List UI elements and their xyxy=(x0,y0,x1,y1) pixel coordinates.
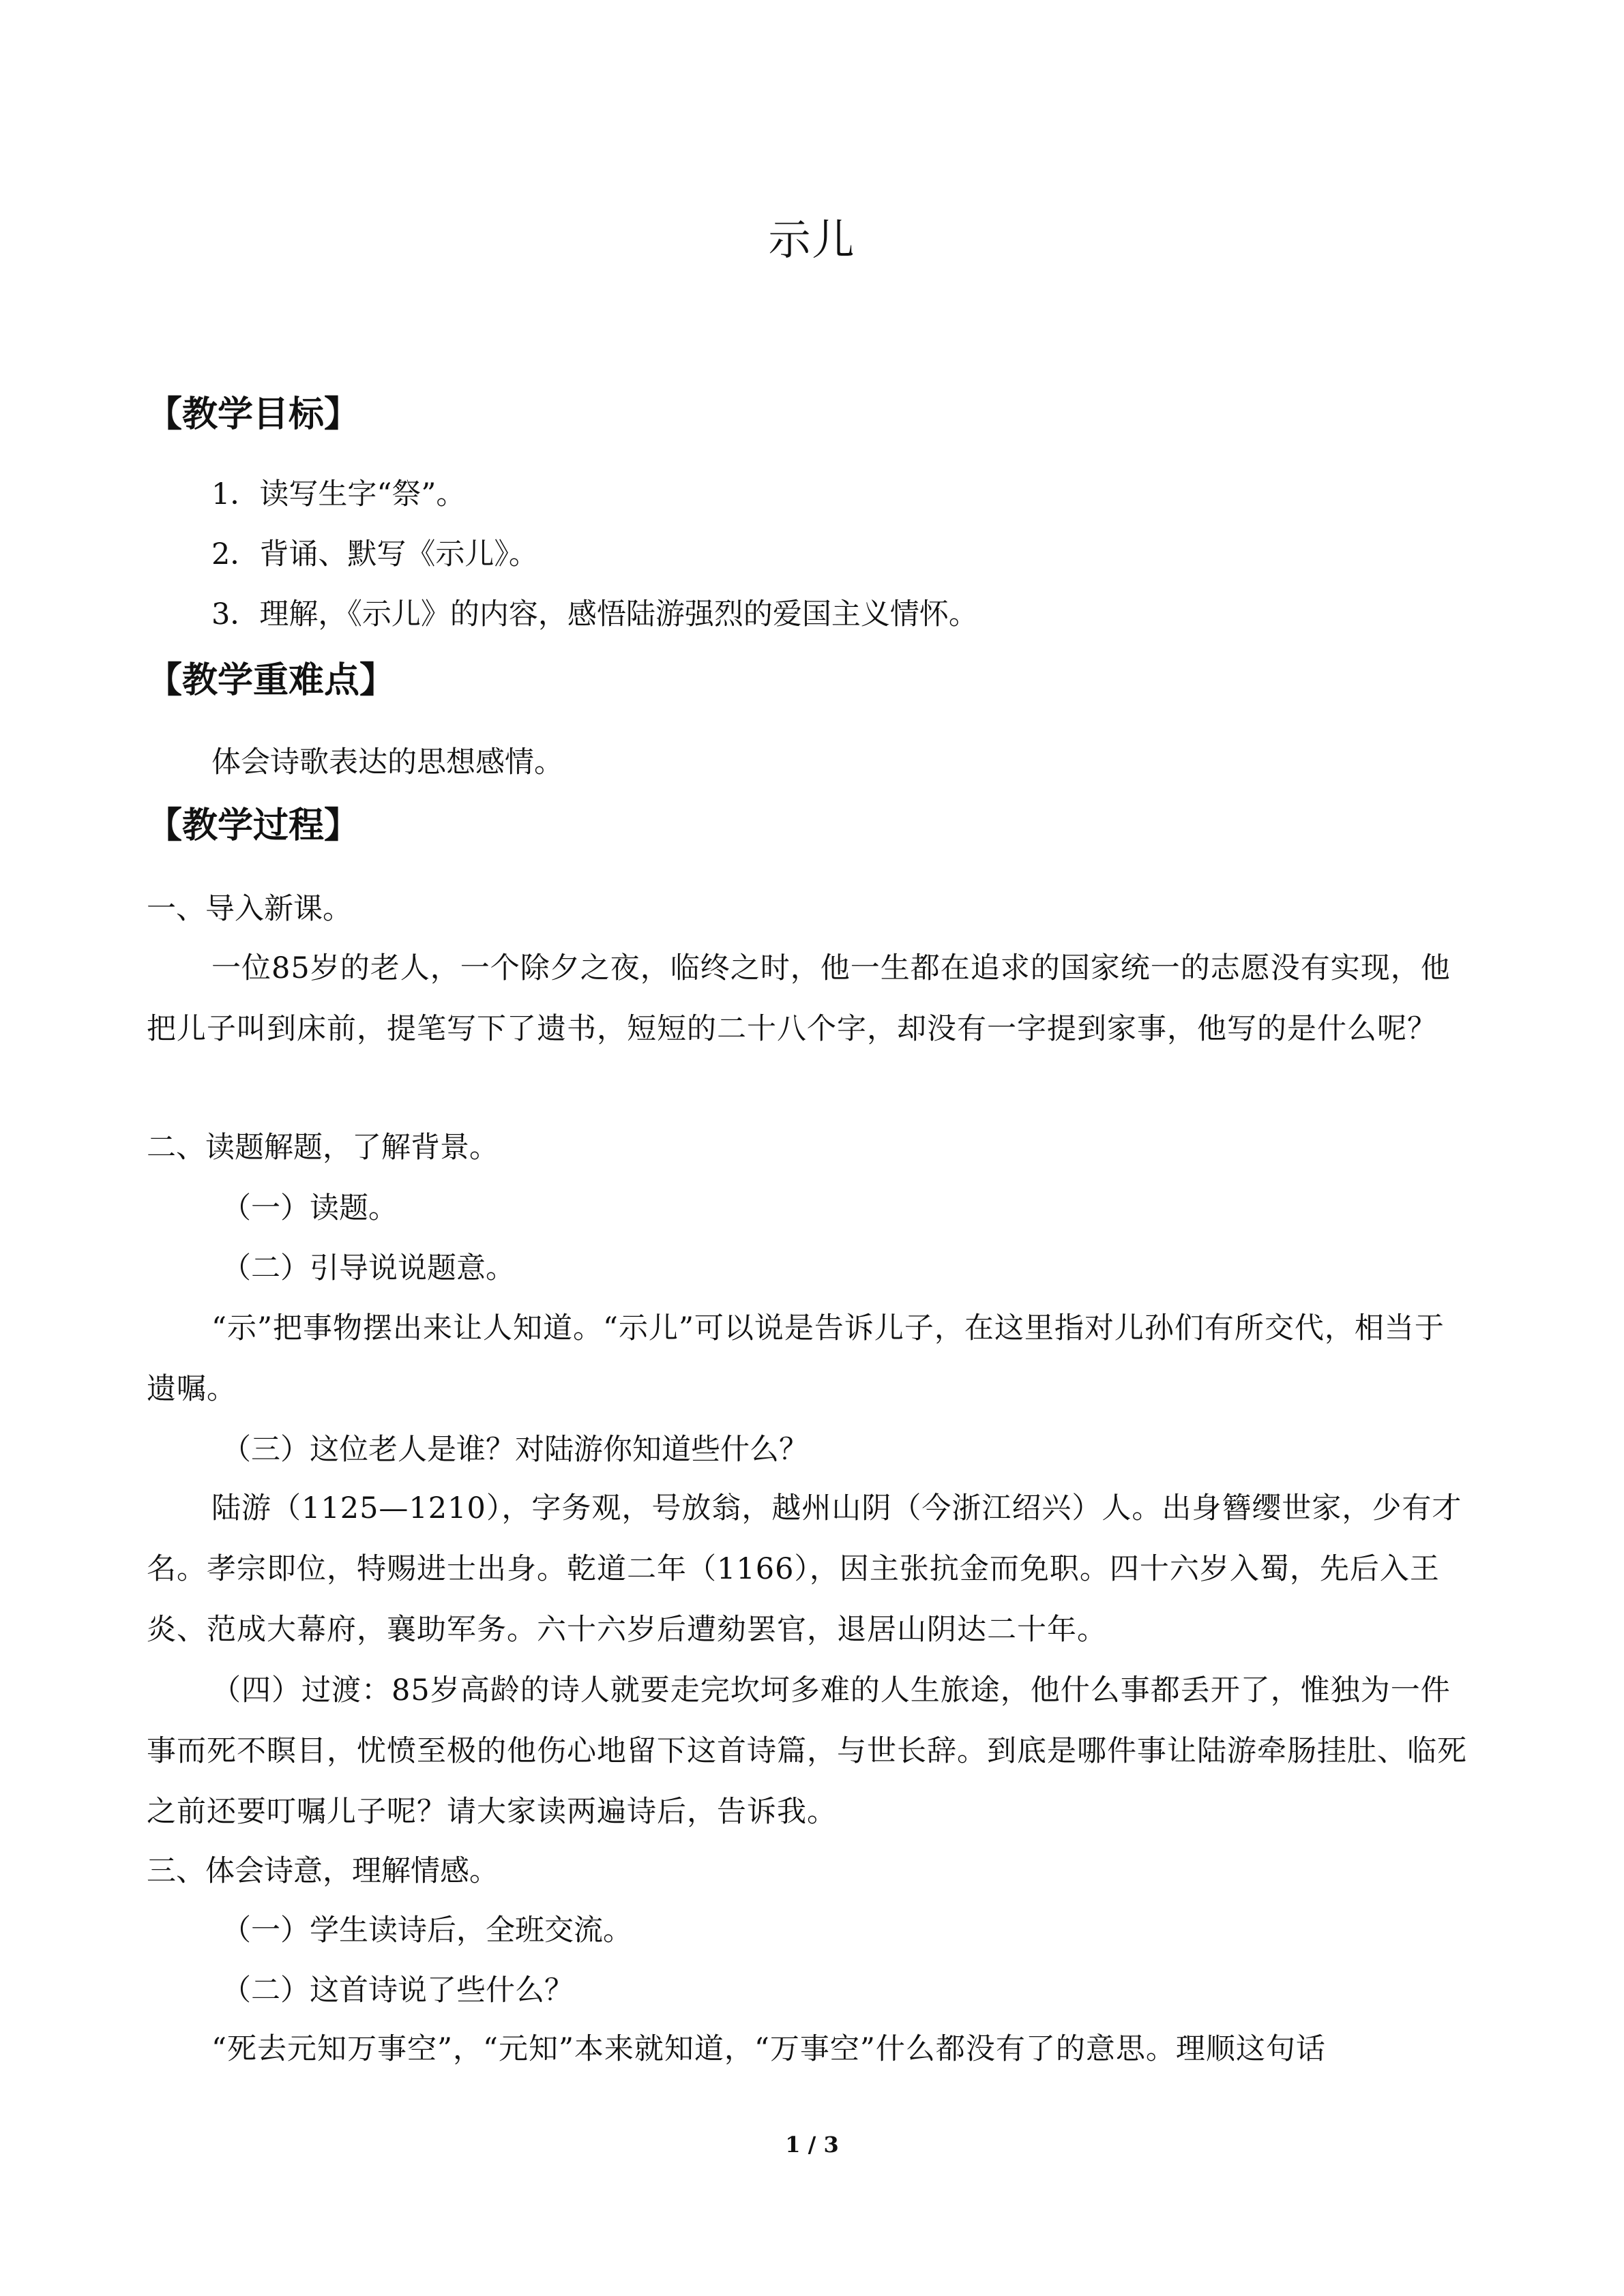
section-1-title: 一、导入新课。 xyxy=(147,892,352,926)
goal-item-1: 1．读写生字“祭”。 xyxy=(211,477,466,511)
section-3-item-1: （一）学生读诗后，全班交流。 xyxy=(222,1913,632,1948)
section-3-title: 三、体会诗意，理解情感。 xyxy=(147,1854,499,1888)
section-2-item-2: （二）引导说说题意。 xyxy=(222,1251,515,1285)
heading-teaching-goals: 【教学目标】 xyxy=(147,394,360,435)
section-2-paragraph-2: 陆游（1125—1210），字务观，号放翁，越州山阴（今浙江绍兴）人。出身簪缨世家，少有才名。孝宗即位，特赐进士出身。乾道二年（1166），因主张抗金而免职。四十六岁入蜀，先后入王炎、范成大幕府，襄助军务。六十六岁后遭劾罢官，退居山阴达二十年。 xyxy=(147,1491,1462,1647)
heading-teaching-process: 【教学过程】 xyxy=(147,805,360,846)
section-3-paragraph-1: “死去元知万事空”，“元知”本来就知道，“万事空”什么都没有了的意思。理顺这句话 xyxy=(211,2032,1326,2066)
goal-item-2: 2．背诵、默写《示儿》。 xyxy=(211,537,538,571)
section-2-paragraph-3: （四）过渡：85岁高龄的诗人就要走完坎坷多难的人生旅途，他什么事都丢开了，惟独为一件事而死不瞑目，忧愤至极的他伤心地留下这首诗篇，与世长辞。到底是哪件事让陆游牵肠挂肚、临死之前还要叮嘱儿子呢？请大家读两遍诗后，告诉我。 xyxy=(147,1673,1467,1829)
section-3-item-2: （二）这首诗说了些什么？ xyxy=(222,1973,574,2008)
key-points-text: 体会诗歌表达的思想感情。 xyxy=(211,745,563,779)
goal-item-3: 3．理解，《示儿》的内容，感悟陆游强烈的爱国主义情怀。 xyxy=(211,597,978,631)
section-2-item-3: （三）这位老人是谁？对陆游你知道些什么？ xyxy=(222,1433,808,1467)
section-2-item-1: （一）读题。 xyxy=(222,1191,398,1225)
section-1-paragraph: 一位85岁的老人，一个除夕之夜，临终之时，他一生都在追求的国家统一的志愿没有实现，他把儿子叫到床前，提笔写下了遗书，短短的二十八个字，却没有一字提到家事，他写的是什么呢？ xyxy=(147,951,1451,1046)
section-2-title: 二、读题解题，了解背景。 xyxy=(147,1131,499,1165)
heading-key-points: 【教学重难点】 xyxy=(147,660,396,701)
section-2-paragraph-1: “示”把事物摆出来让人知道。“示儿”可以说是告诉儿子，在这里指对儿孙们有所交代，相当于遗嘱。 xyxy=(147,1311,1445,1406)
page-number: 1 / 3 xyxy=(785,2132,839,2158)
page-title: 示儿 xyxy=(768,215,856,265)
